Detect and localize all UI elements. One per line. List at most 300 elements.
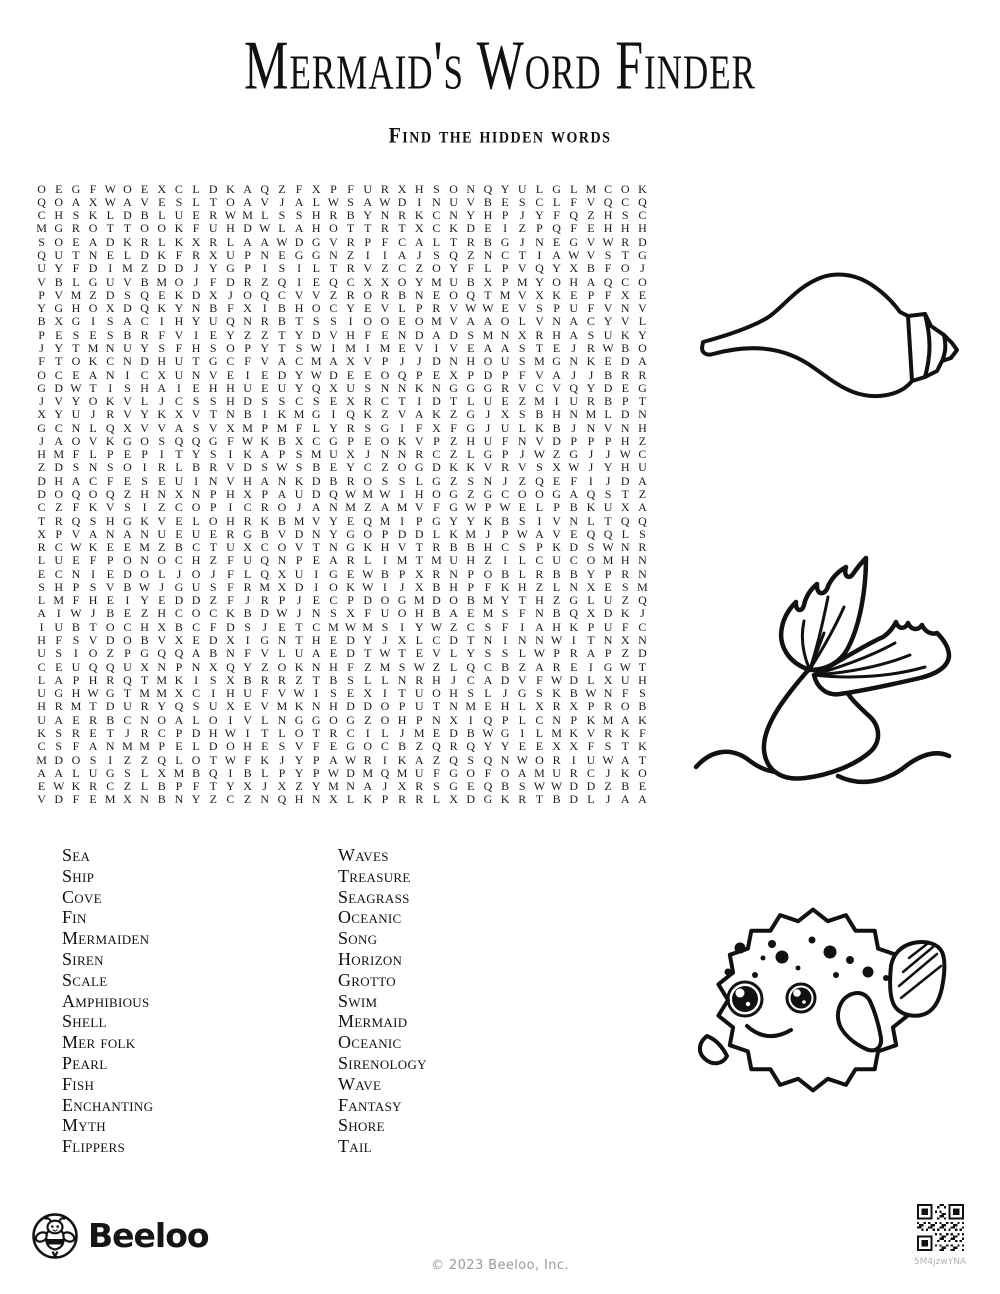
grid-letter: D	[54, 380, 64, 395]
grid-letter: Y	[414, 274, 424, 289]
grid-letter: U	[620, 672, 630, 687]
grid-letter: O	[432, 686, 441, 701]
grid-letter: R	[363, 394, 372, 409]
grid-letter: Y	[449, 261, 458, 276]
grid-letter: N	[157, 659, 167, 674]
grid-letter: H	[54, 208, 64, 223]
grid-letter: D	[243, 460, 252, 475]
grid-letter: Y	[37, 301, 46, 316]
grid-letter: D	[466, 221, 476, 236]
grid-letter: G	[449, 486, 458, 501]
grid-letter: Q	[466, 659, 476, 674]
grid-letter: B	[380, 566, 389, 581]
grid-letter: Y	[140, 340, 149, 355]
grid-letter: H	[329, 699, 338, 714]
grid-letter: P	[501, 712, 509, 727]
grid-letter: C	[535, 194, 544, 209]
grid-letter: N	[260, 792, 270, 807]
grid-letter: M	[482, 593, 494, 608]
grid-letter: P	[501, 208, 509, 223]
grid-letter: I	[108, 380, 113, 395]
grid-letter: T	[638, 752, 647, 767]
grid-letter: B	[157, 792, 166, 807]
grid-letter: X	[535, 287, 544, 302]
grid-letter: U	[123, 340, 132, 355]
grid-letter: Y	[208, 261, 218, 276]
grid-letter: P	[106, 553, 114, 568]
grid-letter: S	[192, 699, 200, 714]
pufferfish-illustration	[695, 898, 955, 1113]
grid-letter: G	[105, 686, 115, 701]
grid-letter: P	[312, 752, 320, 767]
grid-letter: F	[175, 340, 183, 355]
grid-letter: G	[483, 447, 493, 462]
grid-letter: O	[54, 234, 64, 249]
grid-letter: Q	[71, 486, 81, 501]
word-list-item: Fin	[62, 907, 87, 928]
grid-letter: N	[380, 380, 390, 395]
grid-letter: R	[432, 301, 441, 316]
grid-letter: P	[467, 579, 475, 594]
grid-letter: F	[261, 686, 269, 701]
grid-letter: V	[260, 354, 270, 369]
grid-letter: O	[500, 765, 510, 780]
grid-letter: A	[277, 354, 287, 369]
grid-letter: H	[414, 181, 424, 196]
grid-letter: T	[398, 686, 406, 701]
grid-letter: D	[569, 672, 579, 687]
grid-letter: S	[467, 686, 475, 701]
grid-letter: I	[503, 633, 508, 648]
word-list-item: Shell	[62, 1011, 107, 1032]
grid-letter: U	[603, 619, 613, 634]
grid-letter: O	[157, 553, 167, 568]
grid-letter: V	[517, 460, 527, 475]
grid-letter: M	[156, 686, 168, 701]
grid-letter: L	[158, 234, 166, 249]
grid-letter: L	[518, 566, 526, 581]
grid-letter: D	[311, 327, 321, 342]
grid-letter: Q	[620, 513, 630, 528]
grid-letter: N	[208, 473, 218, 488]
grid-letter: Y	[311, 779, 321, 794]
grid-letter: R	[586, 394, 595, 409]
grid-letter: G	[208, 433, 218, 448]
grid-letter: L	[552, 194, 561, 209]
grid-letter: Y	[449, 513, 458, 528]
grid-letter: P	[501, 447, 509, 462]
grid-letter: G	[449, 500, 458, 515]
grid-letter: V	[552, 513, 561, 528]
grid-letter: X	[363, 686, 373, 701]
grid-letter: M	[70, 287, 82, 302]
grid-letter: X	[603, 672, 613, 687]
grid-letter: H	[432, 672, 441, 687]
grid-letter: R	[260, 593, 269, 608]
grid-letter: N	[569, 354, 579, 369]
grid-letter: X	[174, 486, 184, 501]
grid-letter: F	[484, 579, 492, 594]
grid-letter: N	[552, 314, 561, 329]
grid-letter: P	[278, 593, 286, 608]
grid-letter: Z	[346, 248, 355, 263]
grid-letter: Z	[621, 593, 629, 608]
grid-letter: O	[535, 486, 544, 501]
grid-letter: V	[208, 420, 218, 435]
grid-letter: K	[174, 287, 184, 302]
grid-letter: A	[311, 646, 321, 661]
grid-letter: H	[71, 686, 81, 701]
grid-letter: Y	[54, 261, 64, 276]
grid-letter: F	[38, 354, 45, 369]
grid-letter: U	[277, 380, 287, 395]
grid-letter: G	[449, 779, 458, 794]
grid-letter: S	[209, 394, 217, 409]
grid-letter: H	[140, 619, 149, 634]
grid-letter: X	[432, 420, 441, 435]
grid-letter: L	[192, 181, 200, 196]
grid-letter: M	[53, 447, 65, 462]
grid-letter: E	[432, 287, 441, 302]
grid-letter: A	[535, 619, 544, 634]
grid-letter: K	[226, 181, 235, 196]
grid-letter: U	[105, 274, 115, 289]
grid-letter: Z	[449, 433, 458, 448]
grid-letter: Q	[552, 221, 561, 236]
grid-letter: N	[517, 433, 527, 448]
grid-letter: I	[400, 619, 405, 634]
grid-letter: Q	[105, 420, 115, 435]
grid-letter: O	[483, 354, 493, 369]
grid-letter: O	[208, 712, 218, 727]
grid-letter: Z	[518, 659, 526, 674]
grid-letter: V	[260, 646, 270, 661]
grid-letter: K	[397, 752, 407, 767]
grid-letter: Q	[140, 287, 149, 302]
grid-letter: D	[397, 194, 407, 209]
grid-letter: V	[517, 287, 527, 302]
grid-letter: V	[603, 301, 613, 316]
grid-letter: Z	[535, 579, 544, 594]
grid-letter: H	[329, 659, 338, 674]
grid-letter: D	[243, 394, 252, 409]
grid-letter: N	[140, 792, 149, 807]
grid-letter: P	[587, 619, 595, 634]
grid-letter: Q	[397, 367, 407, 382]
grid-letter: X	[140, 659, 149, 674]
grid-letter: G	[88, 274, 98, 289]
grid-letter: H	[208, 725, 218, 740]
grid-letter: G	[226, 261, 235, 276]
grid-letter: F	[192, 221, 200, 236]
grid-letter: Z	[140, 606, 149, 621]
grid-letter: H	[226, 394, 235, 409]
grid-letter: A	[569, 486, 579, 501]
grid-letter: A	[535, 526, 544, 541]
grid-letter: J	[640, 606, 645, 621]
grid-letter: C	[89, 473, 98, 488]
grid-letter: V	[586, 194, 596, 209]
grid-letter: W	[602, 234, 614, 249]
grid-letter: J	[399, 725, 405, 740]
grid-letter: I	[56, 606, 61, 621]
grid-letter: K	[552, 686, 561, 701]
grid-letter: J	[382, 779, 388, 794]
grid-letter: X	[157, 619, 167, 634]
grid-letter: I	[91, 566, 96, 581]
grid-letter: W	[241, 433, 254, 448]
grid-letter: E	[158, 287, 166, 302]
grid-letter: Z	[261, 274, 269, 289]
grid-letter: B	[260, 526, 269, 541]
grid-letter: H	[140, 486, 149, 501]
grid-letter: K	[363, 792, 373, 807]
grid-letter: F	[227, 579, 234, 594]
grid-letter: N	[483, 473, 493, 488]
grid-letter: E	[226, 367, 235, 382]
grid-letter: X	[226, 633, 235, 648]
grid-letter: G	[449, 380, 458, 395]
grid-letter: N	[449, 699, 458, 714]
grid-letter: B	[535, 407, 544, 422]
grid-letter: E	[158, 194, 166, 209]
grid-letter: Z	[381, 261, 389, 276]
grid-letter: P	[415, 513, 423, 528]
grid-letter: L	[346, 792, 355, 807]
grid-letter: P	[261, 420, 269, 435]
grid-letter: O	[432, 486, 441, 501]
grid-letter: S	[621, 579, 629, 594]
grid-letter: E	[518, 739, 526, 754]
grid-letter: Z	[415, 739, 423, 754]
grid-letter: I	[348, 314, 353, 329]
grid-letter: A	[363, 779, 373, 794]
grid-letter: B	[243, 765, 252, 780]
grid-letter: P	[501, 367, 509, 382]
grid-letter: T	[364, 646, 372, 661]
grid-letter: I	[537, 248, 542, 263]
grid-letter: X	[243, 779, 252, 794]
grid-letter: B	[569, 500, 578, 515]
grid-letter: K	[88, 500, 98, 515]
grid-letter: E	[329, 460, 338, 475]
grid-letter: K	[638, 739, 647, 754]
grid-letter: O	[363, 287, 373, 302]
grid-letter: Z	[449, 473, 458, 488]
grid-letter: T	[587, 633, 595, 648]
grid-letter: A	[88, 234, 98, 249]
grid-letter: N	[88, 460, 98, 475]
grid-letter: D	[603, 380, 613, 395]
grid-letter: M	[345, 340, 356, 355]
grid-letter: O	[294, 725, 304, 740]
word-list-item: Flippers	[62, 1136, 125, 1157]
grid-letter: V	[414, 340, 424, 355]
grid-letter: G	[71, 314, 81, 329]
grid-letter: S	[72, 327, 80, 342]
grid-letter: D	[243, 221, 252, 236]
grid-letter: S	[639, 526, 646, 541]
grid-letter: V	[37, 792, 46, 807]
grid-letter: G	[294, 712, 304, 727]
grid-letter: C	[106, 354, 115, 369]
grid-letter: L	[140, 394, 149, 409]
grid-letter: P	[158, 739, 166, 754]
grid-letter: H	[569, 274, 579, 289]
grid-letter: X	[346, 606, 355, 621]
grid-letter: D	[363, 699, 373, 714]
grid-letter: R	[432, 540, 441, 555]
grid-letter: R	[432, 566, 441, 581]
grid-letter: D	[346, 765, 355, 780]
grid-letter: G	[123, 513, 132, 528]
grid-letter: C	[535, 712, 544, 727]
grid-letter: X	[37, 407, 46, 422]
grid-letter: H	[397, 712, 407, 727]
grid-letter: G	[329, 566, 338, 581]
grid-letter: N	[620, 420, 630, 435]
grid-letter: B	[243, 672, 252, 687]
grid-letter: A	[414, 234, 424, 249]
grid-letter: E	[55, 181, 63, 196]
grid-letter: H	[466, 553, 476, 568]
grid-letter: S	[209, 672, 217, 687]
grid-letter: X	[243, 540, 252, 555]
grid-letter: H	[243, 739, 252, 754]
word-list-item: Swim	[338, 990, 378, 1011]
grid-letter: S	[398, 659, 406, 674]
grid-letter: E	[364, 301, 372, 316]
grid-letter: E	[261, 367, 269, 382]
grid-letter: V	[260, 699, 270, 714]
grid-letter: K	[174, 234, 184, 249]
grid-letter: H	[346, 327, 355, 342]
grid-letter: S	[106, 327, 114, 342]
grid-letter: X	[586, 579, 596, 594]
grid-letter: T	[449, 394, 458, 409]
grid-letter: Q	[535, 261, 544, 276]
grid-letter: W	[465, 301, 477, 316]
grid-letter: E	[604, 579, 612, 594]
grid-letter: T	[312, 725, 320, 740]
grid-letter: Z	[381, 460, 389, 475]
grid-letter: X	[620, 633, 630, 648]
grid-letter: F	[570, 221, 578, 236]
grid-letter: T	[312, 540, 320, 555]
grid-letter: Y	[483, 739, 493, 754]
grid-letter: B	[174, 540, 183, 555]
grid-letter: O	[71, 354, 81, 369]
grid-letter: P	[587, 287, 595, 302]
grid-letter: T	[364, 221, 372, 236]
grid-letter: T	[312, 672, 320, 687]
grid-letter: G	[311, 234, 321, 249]
grid-letter: Q	[603, 194, 613, 209]
grid-letter: U	[37, 646, 46, 661]
grid-letter: W	[344, 752, 357, 767]
grid-letter: M	[345, 500, 356, 515]
grid-letter: J	[125, 725, 130, 740]
grid-letter: Z	[587, 208, 595, 223]
grid-letter: T	[415, 540, 423, 555]
grid-letter: K	[157, 248, 167, 263]
grid-letter: K	[174, 672, 184, 687]
grid-letter: B	[586, 261, 595, 276]
grid-letter: O	[54, 194, 64, 209]
grid-letter: I	[73, 646, 78, 661]
grid-letter: Q	[71, 513, 81, 528]
grid-letter: S	[484, 646, 492, 661]
grid-letter: J	[193, 261, 199, 276]
grid-letter: A	[500, 340, 510, 355]
grid-letter: R	[380, 221, 389, 236]
grid-letter: R	[89, 712, 98, 727]
grid-letter: L	[449, 646, 458, 661]
grid-letter: K	[483, 513, 493, 528]
grid-letter: A	[54, 672, 64, 687]
grid-letter: Y	[329, 420, 338, 435]
grid-letter: S	[347, 194, 354, 209]
grid-letter: H	[174, 314, 184, 329]
grid-letter: S	[621, 208, 629, 223]
grid-letter: Y	[535, 274, 544, 289]
grid-letter: C	[295, 354, 304, 369]
grid-letter: P	[604, 433, 612, 448]
grid-letter: N	[603, 633, 613, 648]
grid-letter: O	[380, 712, 390, 727]
word-list-item: Sirenology	[338, 1052, 427, 1073]
grid-letter: S	[141, 473, 148, 488]
grid-letter: R	[71, 221, 80, 236]
grid-letter: X	[226, 420, 235, 435]
grid-letter: E	[329, 646, 338, 661]
grid-letter: G	[517, 686, 527, 701]
grid-letter: Z	[158, 540, 166, 555]
grid-letter: M	[482, 327, 494, 342]
grid-letter: T	[295, 619, 303, 634]
grid-letter: J	[210, 566, 216, 581]
grid-letter: I	[262, 301, 267, 316]
grid-letter: Z	[261, 659, 269, 674]
grid-letter: H	[466, 354, 476, 369]
grid-letter: H	[449, 686, 458, 701]
grid-letter: D	[569, 792, 579, 807]
grid-letter: R	[192, 248, 201, 263]
grid-letter: L	[72, 765, 80, 780]
grid-letter: S	[192, 394, 200, 409]
grid-letter: Y	[603, 314, 613, 329]
grid-letter: E	[278, 619, 286, 634]
grid-letter: A	[311, 500, 321, 515]
grid-letter: O	[140, 221, 149, 236]
grid-letter: S	[89, 752, 97, 767]
mermaid-tail-illustration	[690, 545, 955, 790]
grid-letter: Q	[329, 486, 338, 501]
grid-letter: G	[346, 526, 355, 541]
grid-letter: F	[89, 553, 97, 568]
grid-letter: O	[123, 460, 132, 475]
grid-letter: N	[535, 606, 544, 621]
grid-letter: M	[534, 354, 545, 369]
grid-letter: C	[638, 208, 647, 223]
grid-letter: H	[552, 327, 561, 342]
grid-letter: W	[585, 686, 597, 701]
grid-letter: R	[54, 699, 63, 714]
grid-letter: U	[123, 699, 132, 714]
grid-letter: V	[449, 314, 458, 329]
word-list-item: Enchanting	[62, 1094, 154, 1115]
grid-letter: T	[467, 633, 475, 648]
